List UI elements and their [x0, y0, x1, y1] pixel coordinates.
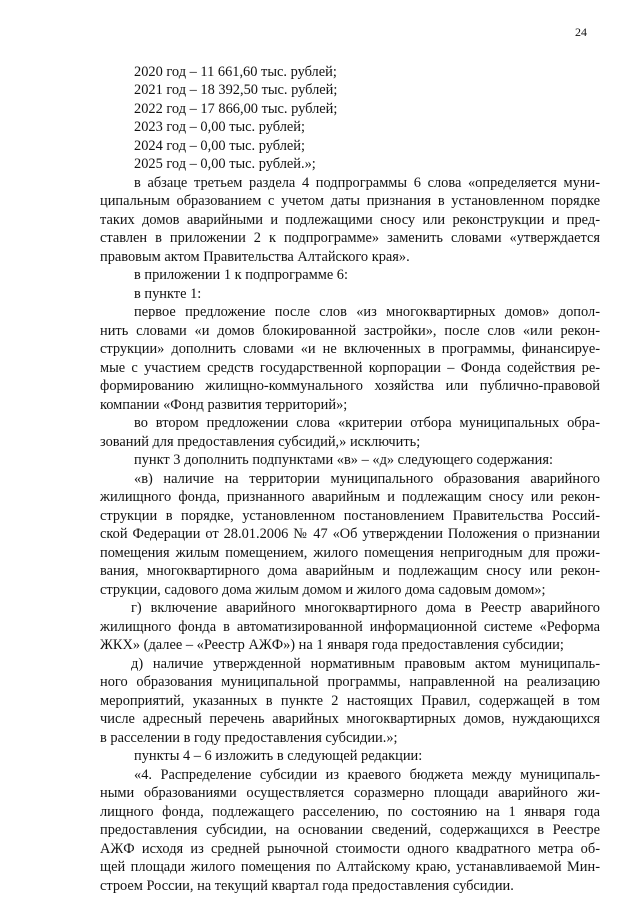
text-line: зований для предоставления субсидий,» исключить; [100, 434, 421, 450]
text-line: ными образованиями осуществляется соразмерно площади аварийного жи- [100, 785, 600, 801]
text-line: 2023 год – 0,00 тыс. рублей; [134, 119, 305, 135]
text-line: числе адресный перечень аварийных многоквартирных домов, нуждающихся [100, 711, 600, 727]
text-line: 2021 год – 18 392,50 тыс. рублей; [134, 82, 338, 98]
text-line: 2024 год – 0,00 тыс. рублей; [134, 138, 305, 154]
text-line: «4. Распределение субсидии из краевого бюджета между муниципаль- [134, 767, 600, 783]
text-line: пункты 4 – 6 изложить в следующей редакции: [134, 748, 423, 764]
text-line: жилищного фонда, признанного аварийным и подлежащим сносу или рекон- [100, 489, 600, 505]
text-line: щей площади жилого помещения по Алтайскому краю, устанавливаемой Мин- [100, 859, 600, 875]
text-line: правовым актом Правительства Алтайского края». [100, 249, 410, 265]
text-line: нить словами «и домов блокированной застройки», после слов «или рекон- [100, 323, 600, 339]
text-line: г) включение аварийного многоквартирного дома в Реестр аварийного [131, 600, 600, 616]
text-line: в приложении 1 к подпрограмме 6: [134, 267, 349, 283]
text-line: 2020 год – 11 661,60 тыс. рублей; [134, 64, 337, 80]
page-number: 24 [575, 25, 587, 39]
text-line: ской Федерации от 28.01.2006 № 47 «Об утверждении Положения о признании [100, 526, 600, 542]
text-line: таких домов аварийными и подлежащими сносу или реконструкции и пред- [100, 212, 600, 228]
text-line: струкции» дополнить словами «и не включенных в программы, финансируе- [100, 341, 600, 357]
text-line: АЖФ исходя из средней рыночной стоимости одного квадратного метра об- [100, 841, 600, 857]
text-line: жилищного фонда в автоматизированной информационной системе «Реформа [100, 619, 600, 635]
text-line: «в) наличие на территории муниципального образования аварийного [134, 471, 600, 487]
text-line: ного образования муниципальной программы, направленной на реализацию [100, 674, 600, 690]
text-line: формированию жилищно-коммунального хозяйства или публично-правовой [100, 378, 600, 394]
text-line: 2025 год – 0,00 тыс. рублей.»; [134, 156, 316, 172]
text-line: в расселении в году предоставления субсидии.»; [100, 730, 398, 746]
text-line: во втором предложении слова «критерии отбора муниципальных обра- [134, 415, 600, 431]
text-line: вания, многоквартирного дома аварийным и подлежащим сносу или рекон- [100, 563, 600, 579]
text-line: мые с участием средств государственной корпорации – Фонда содействия ре- [100, 360, 600, 376]
text-line: помещения жилым помещением, жилого помещения непригодным для прожи- [100, 545, 600, 561]
text-line: ЖКХ» (далее – «Реестр АЖФ») на 1 января года предоставления субсидии; [100, 637, 564, 653]
text-line: ставлен в приложении 2 к подпрограмме» заменить словами «утверждается [100, 230, 600, 246]
text-line: первое предложение после слов «из многоквартирных домов» допол- [134, 304, 600, 320]
text-line: в пункте 1: [134, 286, 202, 302]
text-line: предоставления субсидии, на основании сведений, содержащихся в Реестре [100, 822, 600, 838]
text-line: струкции в порядке, установленном постановлением Правительства Россий- [100, 508, 600, 524]
text-line: пункт 3 дополнить подпунктами «в» – «д» следующего содержания: [134, 452, 553, 468]
text-line: в абзаце третьем раздела 4 подпрограммы 6 слова «определяется муни- [134, 175, 600, 191]
text-line: строем России, на текущий квартал года предоставления субсидии. [100, 878, 514, 894]
text-line: д) наличие утвержденной нормативным правовым актом муниципаль- [131, 656, 600, 672]
text-line: мероприятий, указанных в пункте 2 настоящих Правил, содержащей в том [100, 693, 600, 709]
text-line: ципальным образованием с учетом даты признания в установленном порядке [100, 193, 600, 209]
text-line: 2022 год – 17 866,00 тыс. рублей; [134, 101, 338, 117]
text-line: лищного фонда, подлежащего расселению, по состоянию на 1 января года [100, 804, 600, 820]
text-line: струкции, садового дома жилым домом и жилого дома садовым домом»; [100, 582, 546, 598]
text-line: компании «Фонд развития территорий»; [100, 397, 348, 413]
